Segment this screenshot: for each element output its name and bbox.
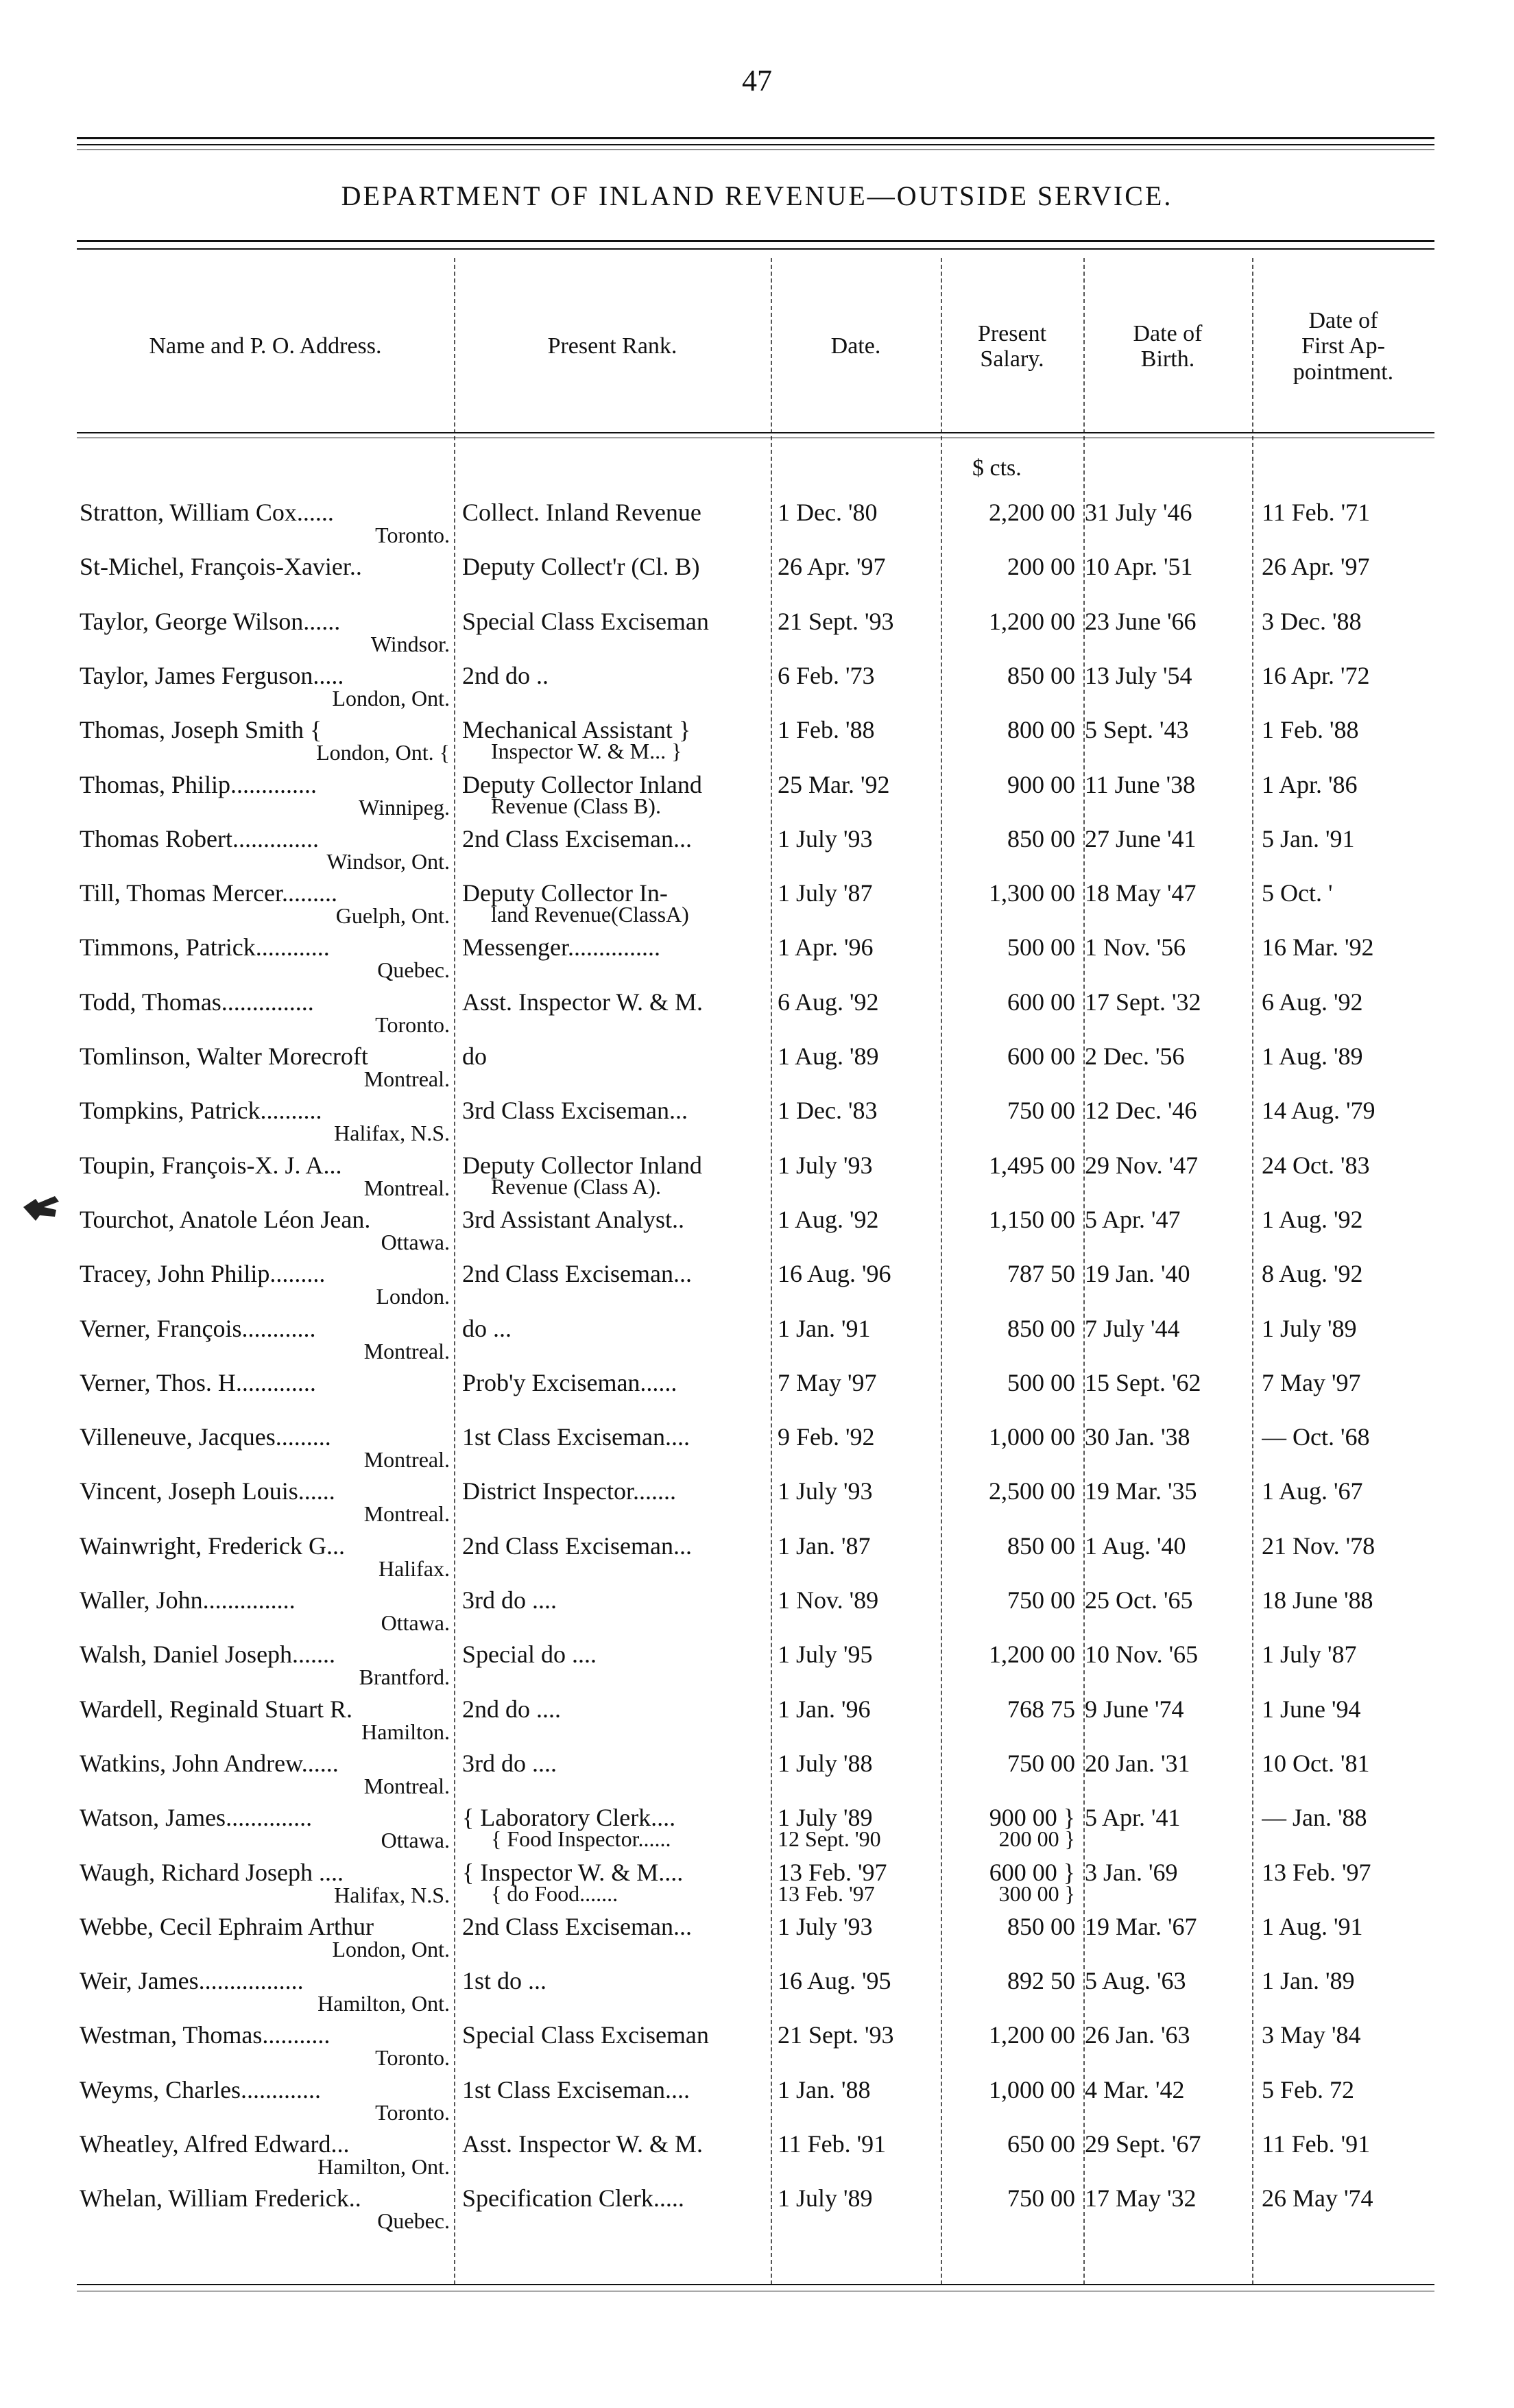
table-row (0, 2075, 1514, 2130)
salary-units: $ cts. (972, 455, 1022, 481)
present-rank: 2nd do .... (462, 1695, 561, 1723)
table-row (0, 988, 1514, 1042)
first-appointment-date: 21 Nov. '78 (1262, 1532, 1375, 1560)
present-salary: 1,200 00 (989, 2021, 1075, 2049)
present-rank: 1st Class Exciseman.... (462, 1423, 690, 1451)
present-salary: 750 00 (1007, 1586, 1075, 1614)
employee-name: Taylor, James Ferguson..... (80, 662, 344, 689)
present-rank: Messenger............... (462, 933, 660, 961)
present-salary: 1,200 00 (989, 1641, 1075, 1668)
date-of-birth: 7 July '44 (1085, 1315, 1180, 1342)
employee-name: Wainwright, Frederick G... (80, 1532, 345, 1560)
rank-date: 16 Aug. '95 (778, 1967, 891, 1994)
present-salary: 850 00 (1007, 1913, 1075, 1940)
post-office-address: London. (376, 1284, 450, 1309)
table-row (0, 1749, 1514, 1804)
post-office-address: Ottawa. (381, 1828, 450, 1852)
date-of-birth: 13 July '54 (1085, 662, 1192, 689)
header-birth: Date of Birth. (1133, 320, 1203, 372)
post-office-address: Quebec. (377, 2208, 450, 2233)
employee-name: Verner, Thos. H............. (80, 1369, 316, 1396)
employee-name: Toupin, François-X. J. A... (80, 1152, 342, 1179)
present-salary: 850 00 (1007, 1532, 1075, 1560)
present-salary: 1,000 00 (989, 2076, 1075, 2103)
present-rank: Special do .... (462, 1641, 597, 1668)
present-rank-continued: { do Food....... (491, 1881, 618, 1906)
table-row (0, 1531, 1514, 1586)
table-row (0, 1966, 1514, 2021)
employee-name: Webbe, Cecil Ephraim Arthur (80, 1913, 374, 1940)
present-salary-second: 300 00 } (998, 1881, 1075, 1906)
present-rank: Mechanical Assistant } (462, 716, 691, 743)
date-of-birth: 17 Sept. '32 (1085, 988, 1201, 1016)
header-top-rule-2 (77, 248, 1434, 250)
rank-date: 6 Aug. '92 (778, 988, 879, 1016)
employee-name: Wardell, Reginald Stuart R. (80, 1695, 353, 1723)
post-office-address: Hamilton, Ont. (317, 1991, 450, 2016)
present-salary: 768 75 (1007, 1695, 1075, 1723)
post-office-address: Windsor, Ont. (326, 849, 450, 874)
present-salary: 600 00 } (989, 1859, 1075, 1886)
first-appointment-date: 5 Jan. '91 (1262, 825, 1355, 853)
rank-date: 1 July '88 (778, 1750, 873, 1777)
rank-date: 6 Feb. '73 (778, 662, 875, 689)
header-rank: Present Rank. (547, 333, 677, 359)
first-appointment-date: 14 Aug. '79 (1262, 1097, 1375, 1124)
present-rank: Deputy Collector In- (462, 879, 668, 907)
first-appointment-date: 1 July '87 (1262, 1641, 1357, 1668)
date-of-birth: 5 Sept. '43 (1085, 716, 1189, 743)
employee-name: Tompkins, Patrick.......... (80, 1097, 322, 1124)
present-salary: 1,300 00 (989, 879, 1075, 907)
page-title: DEPARTMENT OF INLAND REVENUE—OUTSIDE SERVICE. (341, 180, 1173, 211)
rank-date: 1 July '89 (778, 1804, 873, 1831)
date-of-birth: 20 Jan. '31 (1085, 1750, 1190, 1777)
first-appointment-date: 1 Feb. '88 (1262, 716, 1359, 743)
present-salary: 600 00 (1007, 988, 1075, 1016)
first-appointment-date: — Oct. '68 (1262, 1423, 1370, 1451)
first-appointment-date: 1 Aug. '91 (1262, 1913, 1363, 1940)
post-office-address: Toronto. (375, 1012, 450, 1037)
present-rank: 3rd do .... (462, 1750, 557, 1777)
rank-date: 1 Aug. '89 (778, 1042, 879, 1070)
page-number: 47 (742, 64, 772, 97)
first-appointment-date: 5 Feb. 72 (1262, 2076, 1354, 2103)
header-top-rule (77, 240, 1434, 242)
present-salary: 850 00 (1007, 1315, 1075, 1342)
date-of-birth: 30 Jan. '38 (1085, 1423, 1190, 1451)
post-office-address: London, Ont. (332, 1937, 450, 1962)
present-rank: Asst. Inspector W. & M. (462, 988, 703, 1016)
present-rank: 3rd Class Exciseman... (462, 1097, 688, 1124)
first-appointment-date: 11 Feb. '91 (1262, 2130, 1371, 2158)
rank-date-second: 13 Feb. '97 (778, 1881, 875, 1906)
date-of-birth: 25 Oct. '65 (1085, 1586, 1193, 1614)
post-office-address: Halifax. (378, 1556, 450, 1581)
present-rank: Special Class Exciseman (462, 2021, 709, 2049)
post-office-address: Montreal. (363, 1176, 450, 1200)
table-row (0, 1205, 1514, 1260)
first-appointment-date: 3 May '84 (1262, 2021, 1361, 2049)
rank-date: 25 Mar. '92 (778, 771, 890, 798)
first-appointment-date: 3 Dec. '88 (1262, 608, 1362, 635)
employee-name: Westman, Thomas........... (80, 2021, 331, 2049)
first-appointment-date: 26 Apr. '97 (1262, 553, 1370, 580)
table-row (0, 2184, 1514, 2239)
post-office-address: Montreal. (363, 1501, 450, 1526)
present-rank: Deputy Collector Inland (462, 771, 702, 798)
rank-date: 1 July '93 (778, 1152, 873, 1179)
table-row (0, 879, 1514, 933)
table-row (0, 1640, 1514, 1695)
present-rank: Deputy Collect'r (Cl. B) (462, 553, 700, 580)
present-rank-continued: { Food Inspector...... (491, 1826, 671, 1851)
post-office-address: Ottawa. (381, 1230, 450, 1254)
employee-name: Till, Thomas Mercer......... (80, 879, 337, 907)
date-of-birth: 27 June '41 (1085, 825, 1197, 853)
present-salary: 600 00 (1007, 1042, 1075, 1070)
present-rank: 3rd do .... (462, 1586, 557, 1614)
first-appointment-date: 1 June '94 (1262, 1695, 1361, 1723)
present-salary: 500 00 (1007, 1369, 1075, 1396)
present-rank: 3rd Assistant Analyst.. (462, 1206, 685, 1233)
first-appointment-date: 1 Aug. '67 (1262, 1477, 1363, 1505)
date-of-birth: 1 Nov. '56 (1085, 933, 1186, 961)
first-appointment-date: 24 Oct. '83 (1262, 1152, 1370, 1179)
present-rank-continued: Revenue (Class A). (491, 1174, 661, 1199)
table-row (0, 1151, 1514, 1206)
rank-date: 1 Jan. '96 (778, 1695, 871, 1723)
present-rank: Asst. Inspector W. & M. (462, 2130, 703, 2158)
employee-name: Weir, James................. (80, 1967, 304, 1994)
present-rank: do (462, 1042, 487, 1070)
first-appointment-date: 10 Oct. '81 (1262, 1750, 1370, 1777)
rank-date: 1 Nov. '89 (778, 1586, 879, 1614)
first-appointment-date: 26 May '74 (1262, 2184, 1373, 2212)
first-appointment-date: 7 May '97 (1262, 1369, 1361, 1396)
table-row (0, 1259, 1514, 1314)
present-rank: 2nd Class Exciseman... (462, 1532, 692, 1560)
table-row (0, 1858, 1514, 1913)
post-office-address: London, Ont. { (316, 740, 450, 765)
present-salary: 900 00 } (989, 1804, 1075, 1831)
employee-name: Thomas Robert.............. (80, 825, 319, 853)
employee-name: Vincent, Joseph Louis...... (80, 1477, 335, 1505)
first-appointment-date: 11 Feb. '71 (1262, 499, 1371, 526)
rank-date: 9 Feb. '92 (778, 1423, 875, 1451)
table-row (0, 824, 1514, 879)
date-of-birth: 10 Nov. '65 (1085, 1641, 1199, 1668)
present-salary: 750 00 (1007, 1750, 1075, 1777)
present-salary: 1,200 00 (989, 608, 1075, 635)
present-rank-continued: Inspector W. & M... } (491, 739, 682, 763)
first-appointment-date: 6 Aug. '92 (1262, 988, 1363, 1016)
employee-name: Watkins, John Andrew...... (80, 1750, 339, 1777)
present-salary: 2,500 00 (989, 1477, 1075, 1505)
employee-name: Waller, John............... (80, 1586, 296, 1614)
rank-date: 21 Sept. '93 (778, 608, 894, 635)
rank-date-second: 12 Sept. '90 (778, 1826, 881, 1851)
post-office-address: Quebec. (377, 957, 450, 982)
rank-date: 21 Sept. '93 (778, 2021, 894, 2049)
rank-date: 1 July '89 (778, 2184, 873, 2212)
date-of-birth: 4 Mar. '42 (1085, 2076, 1185, 2103)
date-of-birth: 12 Dec. '46 (1085, 1097, 1197, 1124)
top-rule (77, 137, 1434, 139)
employee-name: Stratton, William Cox...... (80, 499, 334, 526)
present-salary: 500 00 (1007, 933, 1075, 961)
present-rank: District Inspector....... (462, 1477, 676, 1505)
first-appointment-date: 1 July '89 (1262, 1315, 1357, 1342)
table-row (0, 1912, 1514, 1967)
present-salary-second: 200 00 } (998, 1826, 1075, 1851)
post-office-address: Toronto. (375, 2045, 450, 2070)
date-of-birth: 9 June '74 (1085, 1695, 1184, 1723)
post-office-address: Toronto. (375, 523, 450, 547)
table-row (0, 1422, 1514, 1477)
employee-name: Weyms, Charles............. (80, 2076, 322, 2103)
employee-name: Taylor, George Wilson...... (80, 608, 341, 635)
rank-date: 1 Apr. '96 (778, 933, 874, 961)
table-row (0, 1586, 1514, 1641)
employee-name: Whelan, William Frederick.. (80, 2184, 361, 2212)
first-appointment-date: 8 Aug. '92 (1262, 1260, 1363, 1287)
date-of-birth: 31 July '46 (1085, 499, 1192, 526)
rank-date: 7 May '97 (778, 1369, 877, 1396)
employee-name: Waugh, Richard Joseph .... (80, 1859, 344, 1886)
post-office-address: Ottawa. (381, 1610, 450, 1635)
post-office-address: Montreal. (363, 1774, 450, 1798)
date-of-birth: 11 June '38 (1085, 771, 1196, 798)
rank-date: 11 Feb. '91 (778, 2130, 887, 2158)
table-row (0, 661, 1514, 716)
present-rank: { Laboratory Clerk.... (462, 1804, 676, 1831)
present-rank: 2nd Class Exciseman... (462, 1260, 692, 1287)
post-office-address: Hamilton. (361, 1719, 450, 1744)
employee-name: Timmons, Patrick............ (80, 933, 330, 961)
first-appointment-date: 1 Jan. '89 (1262, 1967, 1355, 1994)
post-office-address: London, Ont. (332, 686, 450, 711)
rank-date: 1 Feb. '88 (778, 716, 875, 743)
present-rank: { Inspector W. & M.... (462, 1859, 684, 1886)
present-salary: 892 50 (1007, 1967, 1075, 1994)
employee-name: Verner, François............ (80, 1315, 316, 1342)
present-rank: 1st do ... (462, 1967, 547, 1994)
date-of-birth: 19 Mar. '67 (1085, 1913, 1197, 1940)
rank-date: 1 July '93 (778, 825, 873, 853)
table-row (0, 715, 1514, 770)
header-bottom-rule (77, 432, 1434, 433)
table-row (0, 1477, 1514, 1531)
date-of-birth: 2 Dec. '56 (1085, 1042, 1185, 1070)
rank-date: 1 July '93 (778, 1477, 873, 1505)
header-salary: Present Salary. (977, 320, 1047, 372)
employee-name: Tourchot, Anatole Léon Jean. (80, 1206, 371, 1233)
first-appointment-date: — Jan. '88 (1262, 1804, 1367, 1831)
post-office-address: Hamilton, Ont. (317, 2154, 450, 2179)
present-salary: 1,495 00 (989, 1152, 1075, 1179)
first-appointment-date: 5 Oct. ' (1262, 879, 1333, 907)
rank-date: 26 Apr. '97 (778, 553, 886, 580)
employee-name: Tracey, John Philip......... (80, 1260, 326, 1287)
date-of-birth: 19 Mar. '35 (1085, 1477, 1197, 1505)
employee-name: Thomas, Philip.............. (80, 771, 317, 798)
rank-date: 1 Jan. '91 (778, 1315, 871, 1342)
rank-date: 1 July '93 (778, 1913, 873, 1940)
present-rank: Specification Clerk..... (462, 2184, 684, 2212)
employee-name: Wheatley, Alfred Edward... (80, 2130, 350, 2158)
post-office-address: Guelph, Ont. (335, 903, 450, 928)
post-office-address: Toronto. (375, 2100, 450, 2125)
employee-name: Tomlinson, Walter Morecroft (80, 1042, 368, 1070)
date-of-birth: 15 Sept. '62 (1085, 1369, 1201, 1396)
table-row (0, 1803, 1514, 1858)
present-rank: Prob'y Exciseman...... (462, 1369, 677, 1396)
table-row (0, 1695, 1514, 1750)
bottom-rule (77, 2284, 1434, 2285)
present-rank: 1st Class Exciseman.... (462, 2076, 690, 2103)
employee-name: Watson, James.............. (80, 1804, 313, 1831)
present-salary: 850 00 (1007, 825, 1075, 853)
present-rank-continued: Revenue (Class B). (491, 794, 661, 818)
present-rank: 2nd do .. (462, 662, 549, 689)
date-of-birth: 29 Sept. '67 (1085, 2130, 1201, 2158)
date-of-birth: 1 Aug. '40 (1085, 1532, 1186, 1560)
rank-date: 16 Aug. '96 (778, 1260, 891, 1287)
present-rank: Deputy Collector Inland (462, 1152, 702, 1179)
table-row (0, 770, 1514, 825)
present-salary: 850 00 (1007, 662, 1075, 689)
present-rank: do ... (462, 1315, 512, 1342)
date-of-birth: 29 Nov. '47 (1085, 1152, 1199, 1179)
header-name: Name and P. O. Address. (149, 333, 382, 359)
employee-name: Villeneuve, Jacques......... (80, 1423, 331, 1451)
employee-name: Todd, Thomas............... (80, 988, 314, 1016)
present-salary: 750 00 (1007, 1097, 1075, 1124)
header-date: Date. (830, 333, 881, 359)
present-salary: 1,000 00 (989, 1423, 1075, 1451)
table-row (0, 607, 1514, 662)
present-rank: 2nd Class Exciseman... (462, 1913, 692, 1940)
table-row (0, 498, 1514, 553)
table-row (0, 933, 1514, 988)
present-rank: Collect. Inland Revenue (462, 499, 701, 526)
employee-name: Thomas, Joseph Smith { (80, 716, 322, 743)
date-of-birth: 5 Aug. '63 (1085, 1967, 1186, 1994)
date-of-birth: 17 May '32 (1085, 2184, 1197, 2212)
present-rank: Special Class Exciseman (462, 608, 709, 635)
date-of-birth: 18 May '47 (1085, 879, 1197, 907)
present-rank-continued: land Revenue(ClassA) (491, 902, 689, 927)
rank-date: 1 Dec. '80 (778, 499, 878, 526)
rank-date: 1 July '87 (778, 879, 873, 907)
post-office-address: Montreal. (363, 1339, 450, 1363)
date-of-birth: 5 Apr. '41 (1085, 1804, 1181, 1831)
post-office-address: Halifax, N.S. (334, 1121, 450, 1145)
employee-name: Walsh, Daniel Joseph....... (80, 1641, 336, 1668)
table-row (0, 1096, 1514, 1151)
present-salary: 200 00 (1007, 553, 1075, 580)
first-appointment-date: 16 Apr. '72 (1262, 662, 1370, 689)
rank-date: 13 Feb. '97 (778, 1859, 887, 1886)
present-salary: 787 50 (1007, 1260, 1075, 1287)
present-salary: 800 00 (1007, 716, 1075, 743)
first-appointment-date: 13 Feb. '97 (1262, 1859, 1371, 1886)
first-appointment-date: 1 Apr. '86 (1262, 771, 1358, 798)
rank-date: 1 Jan. '88 (778, 2076, 871, 2103)
rank-date: 1 Jan. '87 (778, 1532, 871, 1560)
rank-date: 1 Dec. '83 (778, 1097, 878, 1124)
present-salary: 1,150 00 (989, 1206, 1075, 1233)
header-appointment: Date of First Ap- pointment. (1293, 307, 1394, 385)
post-office-address: Windsor. (370, 632, 450, 656)
table-row (0, 2020, 1514, 2075)
first-appointment-date: 1 Aug. '92 (1262, 1206, 1363, 1233)
present-salary: 2,200 00 (989, 499, 1075, 526)
table-row (0, 1042, 1514, 1097)
date-of-birth: 10 Apr. '51 (1085, 553, 1193, 580)
table-row (0, 1314, 1514, 1369)
post-office-address: Montreal. (363, 1066, 450, 1091)
first-appointment-date: 1 Aug. '89 (1262, 1042, 1363, 1070)
date-of-birth: 5 Apr. '47 (1085, 1206, 1181, 1233)
first-appointment-date: 16 Mar. '92 (1262, 933, 1374, 961)
present-salary: 900 00 (1007, 771, 1075, 798)
present-salary: 750 00 (1007, 2184, 1075, 2212)
top-rule-2 (77, 144, 1434, 145)
date-of-birth: 23 June '66 (1085, 608, 1197, 635)
post-office-address: Brantford. (359, 1665, 450, 1689)
date-of-birth: 19 Jan. '40 (1085, 1260, 1190, 1287)
post-office-address: Montreal. (363, 1447, 450, 1472)
first-appointment-date: 18 June '88 (1262, 1586, 1373, 1614)
table-row (0, 1368, 1514, 1423)
date-of-birth: 3 Jan. '69 (1085, 1859, 1178, 1886)
present-salary: 650 00 (1007, 2130, 1075, 2158)
post-office-address: Halifax, N.S. (334, 1883, 450, 1907)
table-row (0, 552, 1514, 607)
table-row (0, 2130, 1514, 2184)
present-rank: 2nd Class Exciseman... (462, 825, 692, 853)
rank-date: 1 Aug. '92 (778, 1206, 879, 1233)
employee-name: St-Michel, François-Xavier.. (80, 553, 362, 580)
rank-date: 1 July '95 (778, 1641, 873, 1668)
post-office-address: Winnipeg. (359, 795, 450, 820)
date-of-birth: 26 Jan. '63 (1085, 2021, 1190, 2049)
